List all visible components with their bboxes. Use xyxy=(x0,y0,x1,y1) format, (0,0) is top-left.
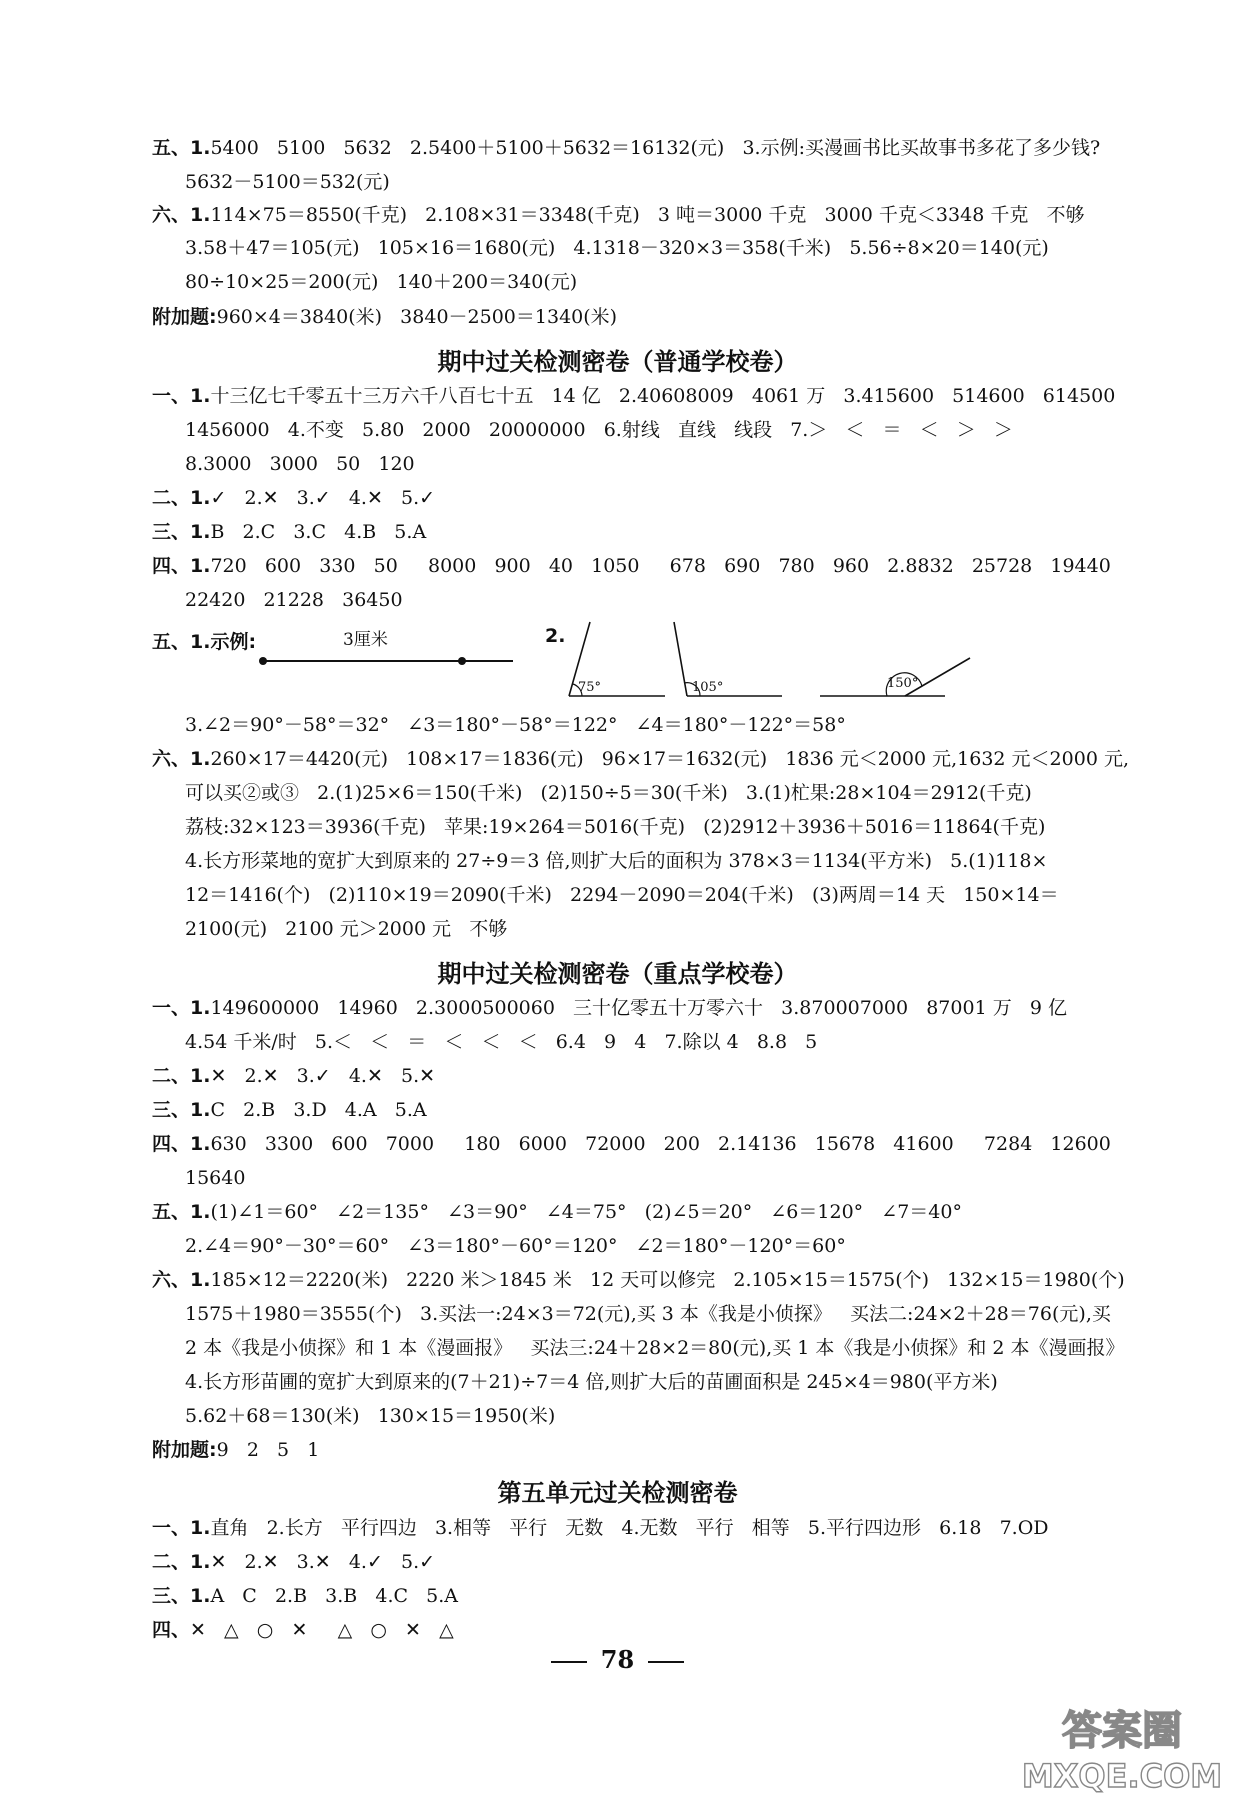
answer-line: 4.54 千米/时 5.＜ ＜ ＝ ＜ ＜ ＜ 6.4 9 4 7.除以 4 8.8 5 xyxy=(185,1031,818,1053)
svg-text:答案圈: 答案圈 xyxy=(1062,1708,1182,1754)
answer-line: 12＝1416(个) (2)110×19＝2090(千米) 2294－2090＝204(千米) (3)两周＝14 天 150×14＝ xyxy=(185,884,1059,906)
answer-line: 三、1.C 2.B 3.D 4.A 5.A xyxy=(152,1099,427,1121)
page-number: 78 xyxy=(0,1645,1235,1674)
answer-line: 一、1.直角 2.长方 平行四边 3.相等 平行 无数 4.无数 平行 相等 5.平行四边形 6.18 7.OD xyxy=(152,1517,1049,1539)
section-title: 期中过关检测密卷（普通学校卷） xyxy=(437,348,798,376)
answer-line: 四、1.630 3300 600 7000 180 6000 72000 200 2.14136 15678 41600 7284 12600 xyxy=(152,1133,1111,1155)
section-title: 第五单元过关检测密卷 xyxy=(497,1479,738,1507)
answer-line: 荔枝:32×123＝3936(千克) 苹果:19×264＝5016(千克) (2)2912＋3936＋5016＝11864(千克) xyxy=(185,816,1046,838)
answer-line: 3.∠2＝90°－58°＝32° ∠3＝180°－58°＝122° ∠4＝180°－122°＝58° xyxy=(185,714,846,736)
answer-line: 附加题:960×4＝3840(米) 3840－2500＝1340(米) xyxy=(152,306,618,328)
answer-line: 5.62＋68＝130(米) 130×15＝1950(米) xyxy=(185,1405,556,1427)
page-number-dash xyxy=(648,1661,684,1663)
answer-line: 三、1.A C 2.B 3.B 4.C 5.A xyxy=(152,1585,459,1607)
figure-label: 五、1.示例: xyxy=(152,631,257,653)
answer-line: 22420 21228 36450 xyxy=(185,589,403,611)
answer-line: 六、1.185×12＝2220(米) 2220 米＞1845 米 12 天可以修完 2.105×15＝1575(个) 132×15＝1980(个) xyxy=(152,1269,1125,1291)
answer-line: 5632－5100＝532(元) xyxy=(185,171,390,193)
page-number-dash xyxy=(551,1661,587,1663)
answer-line: 五、1.(1)∠1＝60° ∠2＝135° ∠3＝90° ∠4＝75° (2)∠5＝20° ∠6＝120° ∠7＝40° xyxy=(152,1201,962,1223)
answer-line: 1456000 4.不变 5.80 2000 20000000 6.射线 直线 线段 7.＞ ＜ ＝ ＜ ＞ ＞ xyxy=(185,419,1013,441)
answer-line: 附加题:9 2 5 1 xyxy=(152,1439,320,1461)
angle-label: 75° xyxy=(578,680,602,695)
answer-line: 五、1.5400 5100 5632 2.5400＋5100＋5632＝16132(元) 3.示例:买漫画书比买故事书多花了多少钱? xyxy=(152,137,1101,159)
answer-line: 1575＋1980＝3555(个) 3.买法一:24×3＝72(元),买 3 本《我是小侦探》 买法二:24×2＋28＝76(元),买 xyxy=(185,1303,1111,1325)
answer-line: 4.长方形苗圃的宽扩大到原来的(7＋21)÷7＝4 倍,则扩大后的苗圃面积是 245×4＝980(平方米) xyxy=(185,1371,998,1393)
answer-line: 2 本《我是小侦探》和 1 本《漫画报》 买法三:24＋28×2＝80(元),买 1 本《我是小侦探》和 2 本《漫画报》 xyxy=(185,1337,1125,1359)
answer-line: 80÷10×25＝200(元) 140＋200＝340(元) xyxy=(185,271,578,293)
answer-line: 15640 xyxy=(185,1167,246,1189)
answer-line: 4.长方形菜地的宽扩大到原来的 27÷9＝3 倍,则扩大后的面积为 378×3＝1134(平方米) 5.(1)118× xyxy=(185,850,1048,872)
answer-line: 2.∠4＝90°－30°＝60° ∠3＝180°－60°＝120° ∠2＝180°－120°＝60° xyxy=(185,1235,846,1257)
angle-label: 150° xyxy=(887,676,919,691)
section-title: 期中过关检测密卷（重点学校卷） xyxy=(437,960,798,988)
answer-line: 六、1.114×75＝8550(千克) 2.108×31＝3348(千克) 3 吨＝3000 千克 3000 千克＜3348 千克 不够 xyxy=(152,204,1085,226)
answer-line: 一、1.149600000 14960 2.3000500060 三十亿零五十万零六十 3.870007000 87001 万 9 亿 xyxy=(152,997,1067,1019)
svg-text:MXQE.COM: MXQE.COM xyxy=(1021,1757,1223,1794)
answer-line: 三、1.B 2.C 3.C 4.B 5.A xyxy=(152,521,427,543)
figure-q2-label: 2. xyxy=(545,625,566,647)
answer-line: 可以买②或③ 2.(1)25×6＝150(千米) (2)150÷5＝30(千米) 3.(1)杧果:28×104＝2912(千克) xyxy=(185,782,1032,804)
answer-line: 2100(元) 2100 元＞2000 元 不够 xyxy=(185,918,508,940)
site-watermark-logo xyxy=(1020,1699,1225,1794)
answer-line: 一、1.十三亿七千零五十三万六千八百七十五 14 亿 2.40608009 4061 万 3.415600 514600 614500 xyxy=(152,385,1116,407)
answer-line: 3.58＋47＝105(元) 105×16＝1680(元) 4.1318－320×3＝358(千米) 5.56÷8×20＝140(元) xyxy=(185,237,1049,259)
answer-line: 二、1.✓ 2.✕ 3.✓ 4.✕ 5.✓ xyxy=(152,487,436,509)
segment-length-label: 3厘米 xyxy=(343,630,388,650)
answer-line: 二、1.✕ 2.✕ 3.✕ 4.✓ 5.✓ xyxy=(152,1551,436,1573)
answer-line: 二、1.✕ 2.✕ 3.✓ 4.✕ 5.✕ xyxy=(152,1065,436,1087)
answer-line: 四、✕ △ ○ ✕ △ ○ ✕ △ xyxy=(152,1619,454,1641)
answer-line: 8.3000 3000 50 120 xyxy=(185,453,415,475)
answer-line: 四、1.720 600 330 50 8000 900 40 1050 678 690 780 960 2.8832 25728 19440 xyxy=(152,555,1111,577)
angle-label: 105° xyxy=(692,680,724,695)
answer-line: 六、1.260×17＝4420(元) 108×17＝1836(元) 96×17＝1632(元) 1836 元＜2000 元,1632 元＜2000 元, xyxy=(152,748,1129,770)
